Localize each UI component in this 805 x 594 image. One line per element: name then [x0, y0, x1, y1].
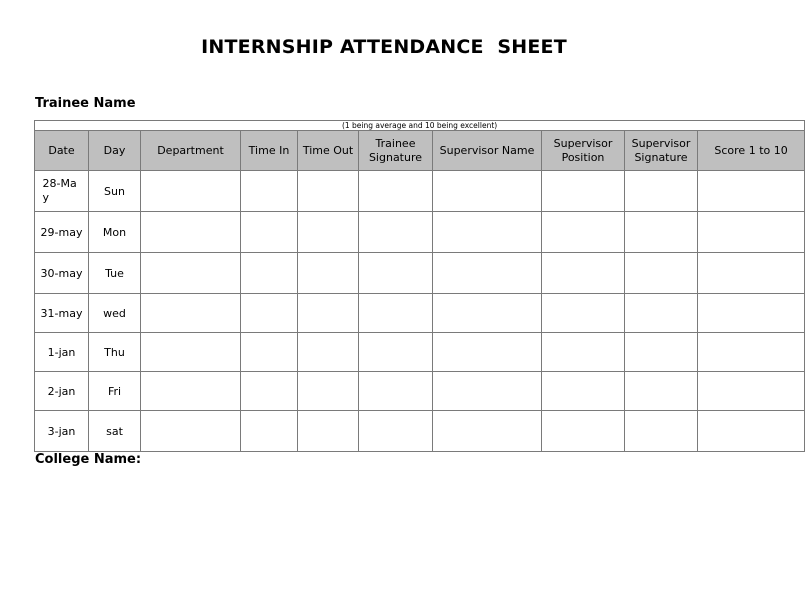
header-supervisor-signature-text: Supervisor Signature [631, 136, 691, 164]
date-text: 28-May [42, 177, 77, 204]
date-cell: 29-may [35, 212, 89, 253]
supervisor-position-cell[interactable] [542, 411, 625, 452]
table-row [35, 411, 805, 452]
trainee-signature-cell[interactable] [359, 411, 433, 452]
score-cell[interactable] [698, 333, 805, 372]
date-cell: 2-jan [35, 372, 89, 411]
time-in-cell[interactable] [241, 372, 298, 411]
header-supervisor-position [542, 131, 625, 171]
supervisor-name-cell[interactable] [433, 171, 542, 212]
table-row [35, 333, 805, 372]
supervisor-position-cell[interactable] [542, 171, 625, 212]
header-trainee-signature-text: Trainee Signature [368, 136, 423, 164]
trainee-signature-cell[interactable] [359, 253, 433, 294]
supervisor-signature-cell[interactable] [625, 294, 698, 333]
supervisor-signature-cell[interactable] [625, 171, 698, 212]
supervisor-name-cell[interactable] [433, 253, 542, 294]
department-cell[interactable] [141, 171, 241, 212]
supervisor-signature-cell[interactable] [625, 212, 698, 253]
day-cell: sat [89, 411, 141, 452]
supervisor-signature-cell[interactable] [625, 253, 698, 294]
time-in-cell[interactable] [241, 253, 298, 294]
date-cell: 3-jan [35, 411, 89, 452]
day-cell: Fri [89, 372, 141, 411]
table-row [35, 253, 805, 294]
day-cell: Sun [89, 171, 141, 212]
time-in-cell[interactable] [241, 411, 298, 452]
trainee-signature-cell[interactable] [359, 333, 433, 372]
trainee-signature-cell[interactable] [359, 212, 433, 253]
day-cell: Thu [89, 333, 141, 372]
department-cell[interactable] [141, 212, 241, 253]
department-cell[interactable] [141, 253, 241, 294]
time-out-cell[interactable] [298, 372, 359, 411]
department-cell[interactable] [141, 411, 241, 452]
supervisor-position-cell[interactable] [542, 333, 625, 372]
supervisor-position-cell[interactable] [542, 372, 625, 411]
table-row [35, 171, 805, 212]
time-in-cell[interactable] [241, 171, 298, 212]
supervisor-name-cell[interactable] [433, 294, 542, 333]
supervisor-signature-cell[interactable] [625, 333, 698, 372]
supervisor-position-cell[interactable] [542, 212, 625, 253]
score-cell[interactable] [698, 171, 805, 212]
date-cell: 31-may [35, 294, 89, 333]
time-out-cell[interactable] [298, 294, 359, 333]
supervisor-name-cell[interactable] [433, 411, 542, 452]
score-cell[interactable] [698, 212, 805, 253]
header-department: Department [141, 131, 241, 171]
supervisor-name-cell[interactable] [433, 372, 542, 411]
supervisor-name-cell[interactable] [433, 333, 542, 372]
table-row [35, 212, 805, 253]
header-row [35, 131, 805, 171]
time-out-cell[interactable] [298, 171, 359, 212]
header-time-out: Time Out [298, 131, 359, 171]
college-name-label: College Name: [35, 452, 142, 467]
time-out-cell[interactable] [298, 333, 359, 372]
date-cell: 1-jan [35, 333, 89, 372]
department-cell[interactable] [141, 372, 241, 411]
trainee-signature-cell[interactable] [359, 372, 433, 411]
date-cell [35, 171, 89, 212]
supervisor-signature-cell[interactable] [625, 411, 698, 452]
table-row [35, 372, 805, 411]
header-time-in: Time In [241, 131, 298, 171]
time-in-cell[interactable] [241, 294, 298, 333]
supervisor-signature-cell[interactable] [625, 372, 698, 411]
header-score: Score 1 to 10 [698, 131, 805, 171]
time-out-cell[interactable] [298, 212, 359, 253]
trainee-name-label: Trainee Name [35, 96, 136, 111]
day-cell: Mon [89, 212, 141, 253]
trainee-signature-cell[interactable] [359, 171, 433, 212]
score-cell[interactable] [698, 411, 805, 452]
header-supervisor-name: Supervisor Name [433, 131, 542, 171]
trainee-signature-cell[interactable] [359, 294, 433, 333]
department-cell[interactable] [141, 333, 241, 372]
day-cell: Tue [89, 253, 141, 294]
date-cell: 30-may [35, 253, 89, 294]
header-trainee-signature [359, 131, 433, 171]
header-date: Date [35, 131, 89, 171]
page-title: INTERNSHIP ATTENDANCE SHEET [201, 36, 567, 58]
time-in-cell[interactable] [241, 333, 298, 372]
time-in-cell[interactable] [241, 212, 298, 253]
score-note: (1 being average and 10 being excellent) [35, 121, 805, 131]
header-supervisor-signature [625, 131, 698, 171]
score-cell[interactable] [698, 253, 805, 294]
attendance-table [34, 120, 805, 452]
supervisor-name-cell[interactable] [433, 212, 542, 253]
time-out-cell[interactable] [298, 411, 359, 452]
department-cell[interactable] [141, 294, 241, 333]
supervisor-position-cell[interactable] [542, 253, 625, 294]
score-cell[interactable] [698, 372, 805, 411]
time-out-cell[interactable] [298, 253, 359, 294]
score-cell[interactable] [698, 294, 805, 333]
header-day: Day [89, 131, 141, 171]
supervisor-position-cell[interactable] [542, 294, 625, 333]
table-row [35, 294, 805, 333]
header-supervisor-position-text: Supervisor Position [553, 136, 613, 164]
day-cell: wed [89, 294, 141, 333]
